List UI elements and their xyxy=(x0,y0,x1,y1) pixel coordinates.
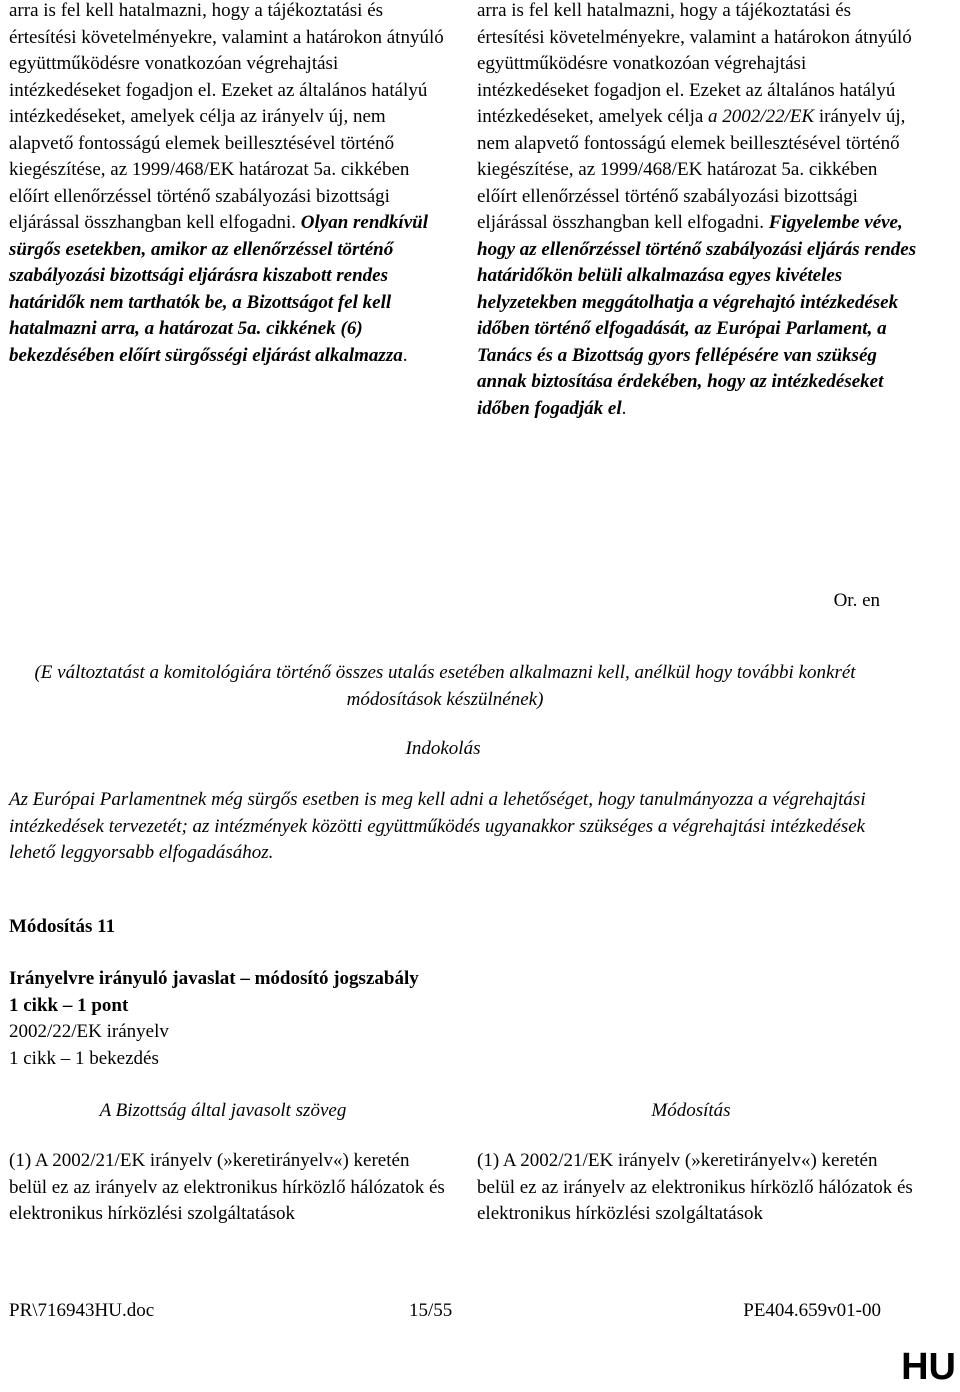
language-code: HU xyxy=(901,1346,956,1388)
right-end-punct: . xyxy=(621,397,627,419)
right-bold-italic-text: Figyelembe véve, hogy az ellenőrzéssel történő szabályozási eljárás rendes határidőkön belüli alkalmazása egyes kivételes helyzetekben meggátolhatja a végrehajtó intézkedések időben történő elfogadását, az Európai Parlament, a Tanács és a Bizottság gyors fellépésére van szükség annak biztosítása érdekében, hogy az intézkedéseket időben fogadják el xyxy=(477,212,917,419)
amendment-title: Módosítás 11 xyxy=(9,916,116,937)
right-column-text xyxy=(477,0,917,422)
amendment-reference xyxy=(9,966,419,1072)
left-bold-italic-text: Olyan rendkívül sürgős esetekben, amikor az ellenőrzéssel történő szabályozási bizottsági eljárásra kiszabott rendes határidők nem tarthatók be, a Bizottságot fel kell hatalmazni arra, a határozat 5a. cikkének (6) bekezdésében előírt sürgősségi eljárást alkalmazza xyxy=(9,212,428,366)
reference-article: 1 cikk – 1 pont xyxy=(9,994,129,1016)
original-language: Or. en xyxy=(833,590,880,611)
justification-label: Indokolás xyxy=(405,738,481,759)
reference-paragraph: 1 cikk – 1 bekezdés xyxy=(9,1047,159,1069)
justification-text: Az Európai Parlamentnek még sürgős esetben is meg kell adni a lehetőséget, hogy tanulmányozza a végrehajtási intézkedések tervezetét; az intézmények közötti együttműködés ugyanakkor szükséges a végrehajtási intézkedések lehető leggyorsabb elfogadásához. xyxy=(9,789,866,863)
left-column-text xyxy=(9,0,449,369)
reference-proposal: Irányelvre irányuló javaslat – módosító jogszabály xyxy=(9,968,419,989)
footer-pe-reference: PE404.659v01-00 xyxy=(743,1300,881,1321)
comitology-note: (E változtatást a komitológiára történő összes utalás esetében alkalmazni kell, anélkül hogy további konkrét módosítások készülnének) xyxy=(34,662,856,710)
left-end-punct: . xyxy=(402,344,408,366)
reference-directive: 2002/22/EK irányelv xyxy=(9,1021,169,1042)
right-italic-insert: a 2002/22/EK xyxy=(708,106,815,127)
footer-document-reference: PR\716943HU.doc xyxy=(9,1300,155,1321)
table-header-commission-text: A Bizottság által javasolt szöveg xyxy=(99,1100,347,1121)
footer-page-number: 15/55 xyxy=(409,1300,453,1321)
table-cell-amendment: (1) A 2002/21/EK irányelv (»keretirányelv«) keretén belül ez az irányelv az elektronikus hírközlő hálózatok és elektronikus hírközlési szolgáltatások xyxy=(477,1150,913,1224)
page-footer xyxy=(9,1298,881,1324)
right-text-1: arra is fel kell hatalmazni, hogy a tájékoztatási és értesítési követelményekre, valamint a határokon átnyúló együttműködésre vonatkozóan végrehajtási intézkedéseket fogadjon el. Ezeket az általános hatályú intézkedéseket, amelyek célja xyxy=(477,0,912,127)
right-text-2: irányelv új, nem alapvető fontosságú elemek beillesztésével történő kiegészítése, az 1999/468/EK határozat 5a. cikkében előírt ellenőrzéssel történő szabályozási bizottsági eljárással összhangban kell elfogadni. xyxy=(477,106,906,233)
table-cell-commission-text: (1) A 2002/21/EK irányelv (»keretirányelv«) keretén belül ez az irányelv az elektronikus hírközlő hálózatok és elektronikus hírközlési szolgáltatások xyxy=(9,1150,445,1224)
left-normal-text: arra is fel kell hatalmazni, hogy a tájékoztatási és értesítési követelményekre, valamint a határokon átnyúló együttműködésre vonatkozóan végrehajtási intézkedéseket fogadjon el. Ezeket az általános hatályú intézkedéseket, amelyek célja az irányelv új, nem alapvető fontosságú elemek beillesztésével történő kiegészítése, az 1999/468/EK határozat 5a. cikkében előírt ellenőrzéssel történő szabályozási bizottsági eljárással összhangban kell elfogadni. xyxy=(9,0,444,233)
table-header-amendment: Módosítás xyxy=(651,1100,731,1121)
